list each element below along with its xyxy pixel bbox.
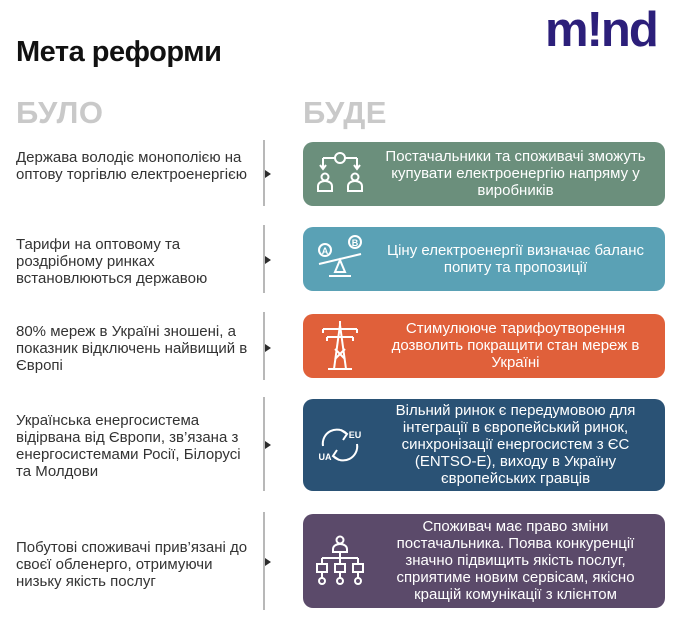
network-hierarchy-icon: [313, 534, 367, 588]
will-text-3: Стимулююче тарифоутворення дозволить покращити стан мереж в Україні: [391, 320, 640, 371]
eu-label: EU: [348, 430, 362, 440]
will-text-2: Ціну електроенергії визначає баланс попиту та пропозиції: [386, 242, 645, 276]
will-card-1: [303, 142, 665, 206]
arrow-icon: [265, 256, 271, 264]
arrow-icon: [265, 170, 271, 178]
column-heading-was: БУЛО: [16, 95, 104, 130]
was-text-5: Побутові споживачі прив’язані до своєї обленерго, отримуючи низьку якість послуг: [16, 539, 248, 590]
page-title: Мета реформи: [16, 36, 222, 68]
eu-ua-exchange-icon: [313, 418, 367, 472]
ua-label: UA: [318, 452, 332, 462]
was-text-4: Українська енергосистема відірвана від Європи, зв’язана з енергосистемами Росії, Білорусі та Молдови: [16, 412, 241, 480]
svg-text:A: A: [321, 246, 329, 256]
comparison-row-3: [0, 312, 680, 382]
arrow-icon: [265, 558, 271, 566]
comparison-row-1: [0, 140, 680, 208]
will-card-2: [303, 227, 665, 291]
arrow-icon: [265, 344, 271, 352]
was-text-2: Тарифи на оптовому та роздрібному ринках встановлюються державою: [16, 236, 208, 287]
will-card-4: [303, 399, 665, 491]
column-heading-will: БУДЕ: [303, 95, 387, 130]
will-card-3: [303, 314, 665, 378]
will-text-4: Вільний ринок є передумовою для інтеграції в європейський ринок, синхронізації енергосистем з ЄС (ENTSO-E), виходу в Україну європейських гравців: [395, 402, 636, 487]
was-text-3: 80% мереж в Україні зношені, а показник відключень найвищий в Європі: [16, 323, 248, 374]
comparison-row-2: [0, 225, 680, 295]
comparison-row-4: [0, 397, 680, 493]
brand-logo: m!nd: [545, 3, 657, 57]
svg-text:B: B: [351, 238, 359, 248]
balance-scale-icon: [313, 232, 367, 286]
arrow-icon: [265, 441, 271, 449]
power-tower-icon: [313, 319, 367, 373]
will-text-5: Споживач має право зміни постачальника. Поява конкуренції значно підвищить якість послуг, сприятиме новим сервісам, якісно кращій комунікації з клієнтом: [396, 518, 635, 603]
producer-consumer-icon: [313, 147, 367, 201]
will-text-1: Постачальники та споживачі зможуть купувати електроенергію напряму у виробників: [385, 148, 646, 199]
will-card-5: [303, 514, 665, 608]
comparison-row-5: [0, 512, 680, 612]
was-text-1: Держава володіє монополією на оптову торгівлю електроенергією: [16, 149, 248, 183]
